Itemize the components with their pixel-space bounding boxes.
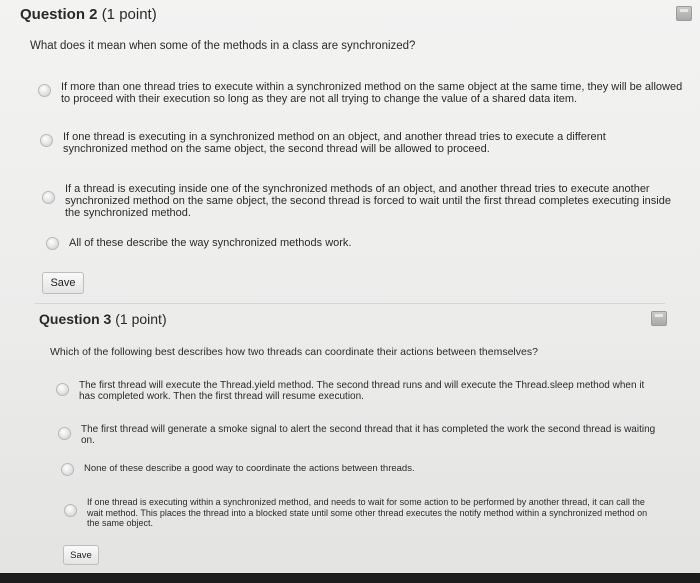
- question-2-option-1[interactable]: [38, 81, 683, 105]
- radio-button[interactable]: [56, 383, 69, 396]
- question-3-option-3[interactable]: [61, 463, 641, 476]
- option-text: None of these describe a good way to coordinate the actions between threads.: [84, 463, 415, 474]
- radio-button[interactable]: [46, 237, 59, 250]
- radio-button[interactable]: [38, 84, 51, 97]
- section-divider: [35, 303, 665, 304]
- question-2-save-button[interactable]: Save: [42, 272, 84, 294]
- question-2-points: (1 point): [101, 6, 157, 23]
- radio-button[interactable]: [61, 463, 74, 476]
- save-status-icon[interactable]: [676, 6, 692, 21]
- question-3-title: [39, 311, 167, 327]
- radio-button[interactable]: [42, 191, 55, 204]
- save-status-icon[interactable]: [651, 311, 667, 326]
- question-2-prompt: What does it mean when some of the methods in a class are synchronized?: [30, 40, 416, 52]
- question-2-option-2[interactable]: [40, 131, 665, 155]
- option-text: The first thread will generate a smoke signal to alert the second thread that it has completed the work the second thread is waiting on.: [81, 424, 656, 446]
- question-3-save-button[interactable]: Save: [63, 545, 99, 565]
- radio-button[interactable]: [64, 504, 77, 517]
- question-2-label: Question 2: [20, 6, 98, 23]
- question-3-option-1[interactable]: [56, 380, 656, 402]
- question-2-title: [20, 6, 157, 23]
- option-text: If more than one thread tries to execute within a synchronized method on the same object at the same time, they will be allowed to proceed with their execution so long as they are not all trying to change the value of a shared data item.: [61, 81, 683, 105]
- question-3-prompt: Which of the following best describes how two threads can coordinate their actions between themselves?: [50, 346, 538, 358]
- screen-bezel: [0, 573, 700, 583]
- question-2-option-3[interactable]: [42, 183, 682, 219]
- option-text: If one thread is executing within a synchronized method, and needs to wait for some action to be performed by another thread, it can call the wait method. This places the thread into a blocked state until some other thread executes the notify method within a synchronized method on the same object.: [87, 497, 648, 528]
- question-3-option-4[interactable]: [64, 497, 649, 529]
- option-text: If a thread is executing inside one of the synchronized methods of an object, and another thread tries to execute another synchronized method on the same object, the second thread is forced to wait until the first thread completes executing inside the synchronized method.: [65, 183, 671, 219]
- question-3-label: Question 3: [39, 311, 112, 327]
- option-text: If one thread is executing in a synchronized method on an object, and another thread tries to execute a different synchronized method on the same object, the second thread will be allowed to proceed.: [63, 131, 606, 155]
- question-2-option-4[interactable]: [46, 237, 646, 250]
- question-3-option-2[interactable]: [58, 424, 656, 446]
- question-3-points: (1 point): [115, 311, 167, 327]
- radio-button[interactable]: [58, 427, 71, 440]
- option-text: The first thread will execute the Thread.yield method. The second thread runs and will execute the Thread.sleep method when it has completed work. Then the first thread will resume execution.: [79, 380, 645, 402]
- radio-button[interactable]: [40, 134, 53, 147]
- option-text: All of these describe the way synchronized methods work.: [69, 237, 352, 249]
